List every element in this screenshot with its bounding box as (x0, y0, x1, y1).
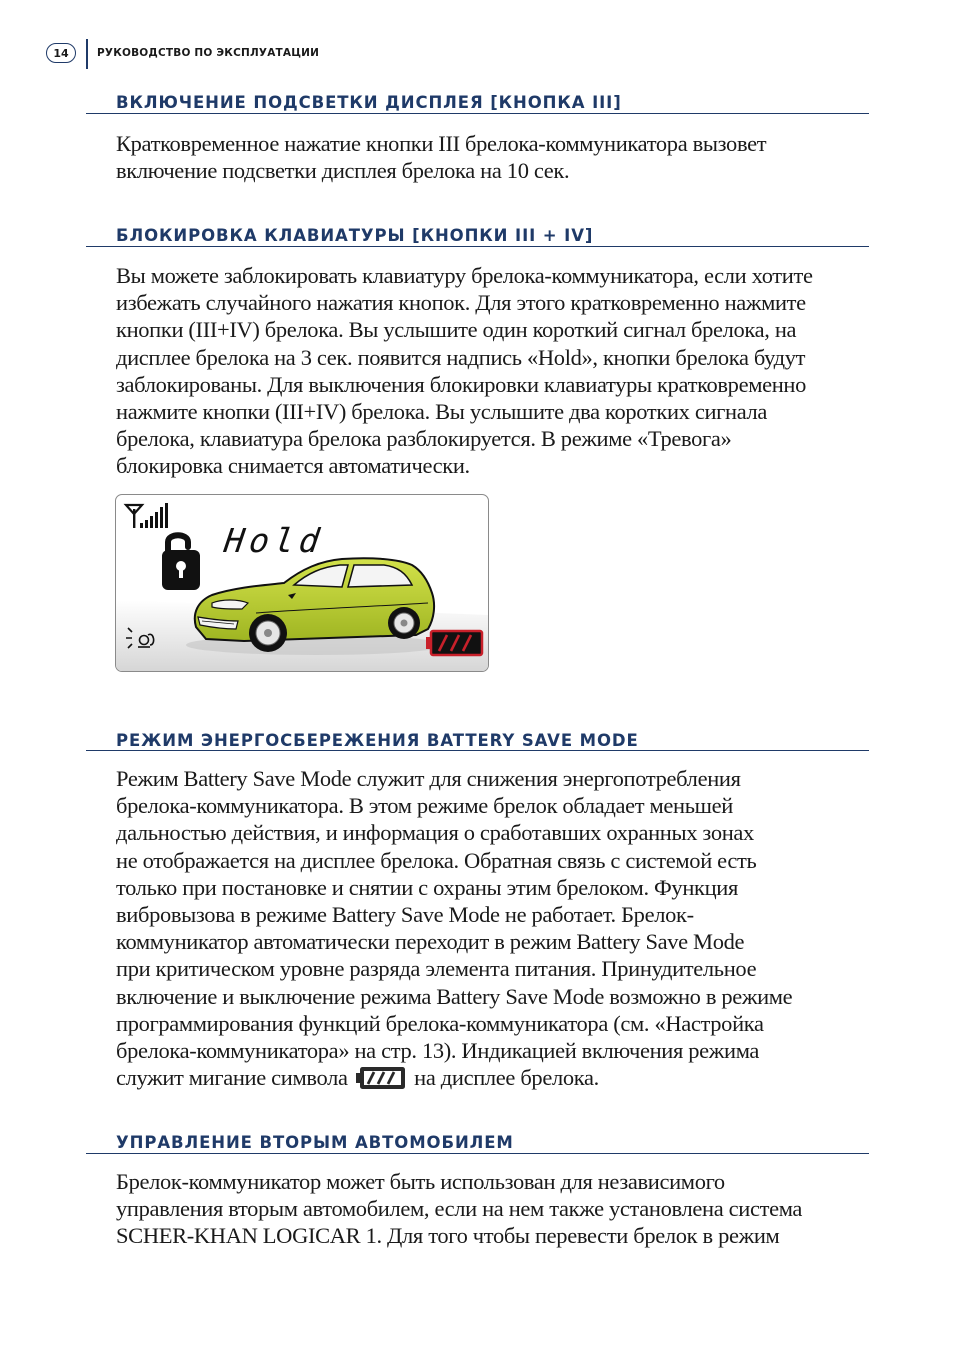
heading-rule (86, 750, 869, 751)
text-line: Режим Battery Save Mode служит для снижения энергопотребления (116, 766, 741, 791)
text-line: включение подсветки дисплея брелока на 10 сек. (116, 158, 570, 184)
text-line: управления вторым автомобилем, если на нем также установлена система (116, 1196, 803, 1222)
text-line: только при постановке и снятии с охраны этим брелоком. Функция (116, 874, 738, 900)
keyfob-display-illustration (115, 494, 489, 672)
text-line: блокировка снимается автоматически. (116, 453, 470, 479)
text-segment: служит мигание символа (116, 1065, 348, 1091)
header-divider (86, 39, 88, 69)
section-heading-backlight: ВКЛЮЧЕНИЕ ПОДСВЕТКИ ДИСПЛЕЯ [КНОПКА III] (116, 93, 622, 112)
text-line: кнопки (III+IV) брелока. Вы услышите один короткий сигнал брелока, на (116, 317, 797, 343)
text-line: дальностью действия, и информация о сработавших охранных зонах (116, 820, 754, 846)
padlock-icon (162, 535, 200, 590)
car-icon (186, 558, 446, 655)
text-line: избежать случайного нажатия кнопок. Для этого кратковременно нажмите (116, 290, 806, 316)
battery-save-symbol-icon (355, 1065, 407, 1097)
text-line: Брелок-коммуникатор может быть использован для независимого (116, 1169, 725, 1194)
paragraph-battery-save (116, 765, 876, 1097)
heading-rule (86, 113, 869, 114)
text-line: нажмите кнопки (III+IV) брелока. Вы услышите два коротких сигнала (116, 399, 768, 425)
battery-icon (426, 631, 482, 655)
section-heading-second-car: УПРАВЛЕНИЕ ВТОРЫМ АВТОМОБИЛЕМ (116, 1133, 514, 1152)
text-line: SCHER-KHAN LOGICAR 1. Для того чтобы перевести брелок в режим (116, 1223, 780, 1249)
page-number: 14 (46, 43, 76, 63)
section-heading-keylock: БЛОКИРОВКА КЛАВИАТУРЫ [КНОПКИ III + IV] (116, 226, 594, 245)
text-line: включение и выключение режима Battery Save Mode возможно в режиме (116, 983, 793, 1009)
text-line: брелока, клавиатура брелока разблокируется. В режиме «Тревога» (116, 426, 732, 452)
text-line: вибровызова в режиме Battery Save Mode не работает. Брелок- (116, 902, 694, 928)
text-line: брелока-коммуникатора. В этом режиме брелок обладает меньшей (116, 793, 733, 819)
heading-rule (86, 246, 869, 247)
paragraph-backlight (116, 130, 876, 184)
text-line: коммуникатор автоматически переходит в режим Battery Save Mode (116, 929, 745, 955)
text-line: дисплее брелока на 3 сек. появится надпись «Hold», кнопки брелока будут (116, 344, 806, 370)
paragraph-second-car (116, 1168, 876, 1250)
antenna-signal-icon (126, 503, 168, 528)
paragraph-keylock (116, 262, 876, 480)
text-line: брелока-коммуникатора» на стр. 13). Индикацией включения режима (116, 1038, 760, 1064)
text-line: программирования функций брелока-коммуникатора (см. «Настройка (116, 1010, 764, 1036)
running-title: РУКОВОДСТВО ПО ЭКСПЛУАТАЦИИ (97, 47, 320, 59)
heading-rule (86, 1153, 869, 1154)
text-line: не отображается на дисплее брелока. Обратная связь с системой есть (116, 847, 757, 873)
section-heading-battery-save: РЕЖИМ ЭНЕРГОСБЕРЕЖЕНИЯ BATTERY SAVE MODE (116, 731, 639, 750)
text-line-with-icon (116, 1064, 876, 1097)
text-line: Кратковременное нажатие кнопки III брелока-коммуникатора вызовет (116, 131, 767, 156)
hold-lcd-text: Hold (221, 521, 327, 560)
text-line: Вы можете заблокировать клавиатуру брелока-коммуникатора, если хотите (116, 263, 813, 288)
text-line: заблокированы. Для выключения блокировки клавиатуры кратковременно (116, 371, 807, 397)
text-segment: на дисплее брелока. (414, 1065, 599, 1091)
text-line: при критическом уровне разряда элемента питания. Принудительное (116, 956, 757, 982)
